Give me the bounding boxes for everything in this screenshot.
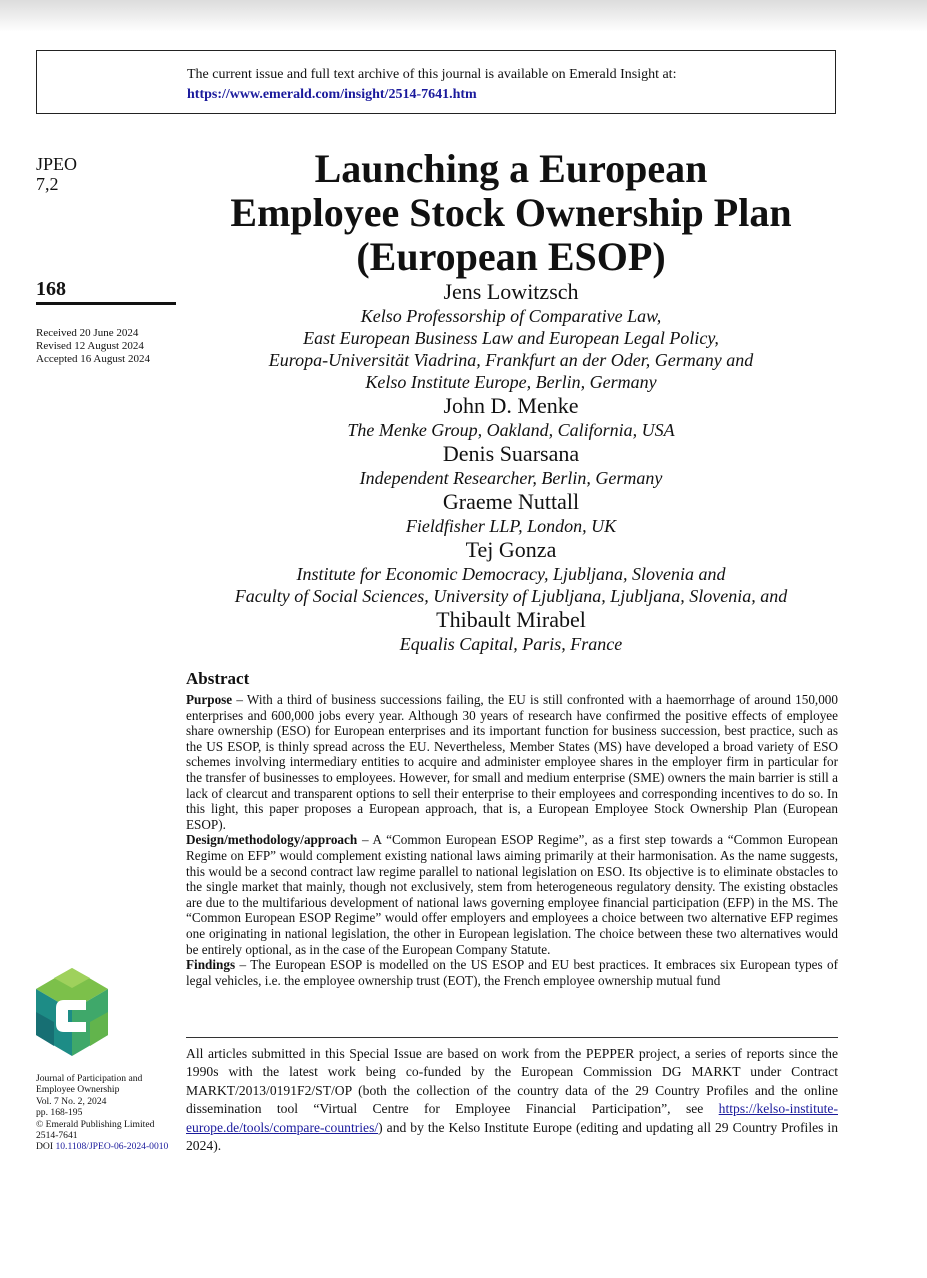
- doi-link[interactable]: 10.1108/JPEO-06-2024-0010: [55, 1141, 169, 1153]
- purpose-label: Purpose: [186, 692, 233, 707]
- abstract-section: [186, 668, 838, 988]
- journal-code: [36, 154, 77, 194]
- title-line: Employee Stock Ownership Plan: [230, 190, 792, 235]
- design-text: – A “Common European ESOP Regime”, as a first step towards a “Common European Regime on EFP” would complement existing national laws aiming primarily at their harmonisation. As the name suggests, this would be a second contract law regime parallel to national legislation on ESO. Its objective is to eliminate obstacles to the single market that mainly, though not exclusively, stem from heterogeneous regulatory density. The existing obstacles are due to the multifarious development of national laws governing employee financial participation (EFP) in the MS. The “Common European ESOP Regime” would offer employers and employees a choice between two alternative EFP regimes one originating in national legislation, the other in European legislation. The choice between these two alternatives would be entirely optional, as in the case of the European Company Statute.: [186, 832, 838, 957]
- doi-label: DOI: [36, 1141, 56, 1153]
- journal-url-link[interactable]: https://www.emerald.com/insight/2514-7641.htm: [187, 87, 477, 102]
- journal-name-line: Journal of Participation and: [36, 1073, 143, 1084]
- footnote-text-end: ) and by the Kelso Institute Europe (editing and updating all 29 Country Profiles in 2024).: [186, 1119, 838, 1154]
- abstract-heading: Abstract: [186, 669, 250, 688]
- abstract-design: [186, 832, 838, 957]
- author-affiliation: Kelso Professorship of Comparative Law,: [360, 306, 662, 326]
- author-block: [186, 393, 836, 441]
- author-name: Thibault Mirabel: [436, 607, 586, 632]
- author-affiliation: Faculty of Social Sciences, University of Ljubljana, Ljubljana, Slovenia, and: [234, 586, 788, 606]
- pages-line: pp. 168-195: [36, 1107, 83, 1119]
- findings-text: – The European ESOP is modelled on the US ESOP and EU best practices. It embraces six European types of legal vehicles, i.e. the employee ownership trust (EOT), the French employee ownership mutual fund: [186, 957, 838, 988]
- author-affiliation: Institute for Economic Democracy, Ljubljana, Slovenia and: [296, 564, 726, 584]
- revised-date: Revised 12 August 2024: [36, 340, 144, 352]
- purpose-text: – With a third of business successions failing, the EU is still confronted with a haemorrhage of around 150,000 enterprises and 600,000 jobs every year. Although 30 years of research have confirmed the positive effects of employee share ownership (ESO) for European enterprises and its important function for business succession, best practice, such as the US ESOP, is thinly spread across the EU. Nevertheless, Member States (MS) have developed a broad variety of ESO schemes involving intermediary entities to acquire and administer employee shares in the employer firm in particular for the transfer of businesses to employees. However, for small and medium enterprise (SME) owners the main barrier is still a lack of clearcut and transparent options to sell their enterprise to their employees and corresponding incentives to do so. In this light, this paper proposes a European approach, that is, a European Employee Stock Ownership Plan (European ESOP).: [186, 692, 838, 832]
- footnote-link[interactable]: https://kelso-institute-europe.de/tools/compare-countries/: [186, 1101, 838, 1135]
- issn-line: 2514-7641: [36, 1130, 78, 1142]
- design-label: Design/methodology/approach: [186, 832, 358, 848]
- abstract-purpose: [186, 692, 838, 832]
- journal-abbrev: JPEO: [36, 154, 78, 174]
- title-line: Launching a European: [314, 146, 708, 191]
- access-banner: [36, 50, 836, 114]
- page-number: 168: [36, 278, 66, 300]
- author-block: [186, 489, 836, 537]
- volume-issue: 7,2: [36, 174, 59, 194]
- author-name: Jens Lowitzsch: [443, 279, 579, 304]
- author-affiliation: Independent Researcher, Berlin, Germany: [359, 468, 663, 488]
- author-affiliation: Equalis Capital, Paris, France: [399, 634, 623, 654]
- volume-line: Vol. 7 No. 2, 2024: [36, 1095, 107, 1107]
- page-number-rule: [36, 302, 176, 305]
- received-date: Received 20 June 2024: [36, 327, 139, 339]
- author-block: [186, 537, 836, 607]
- footnote: [186, 1045, 838, 1155]
- author-list: [186, 279, 836, 655]
- footnote-divider: [186, 1037, 838, 1038]
- accepted-date: Accepted 16 August 2024: [36, 353, 150, 365]
- author-affiliation: East European Business Law and European Legal Policy,: [303, 328, 719, 348]
- emerald-logo-icon: [34, 966, 110, 1058]
- author-name: Graeme Nuttall: [442, 489, 580, 514]
- journal-citation: [36, 1073, 168, 1153]
- top-shade: [0, 0, 927, 32]
- article-title: [186, 147, 836, 279]
- author-block: [186, 441, 836, 489]
- footnote-text: All articles submitted in this Special Issue are based on work from the PEPPER project, a series of reports since the 1990s with the latest work being co-funded by the European Commission DG MARKT under Contract MARKT/2013/0191F2/ST/OP (both the collection of the country data of the 29 Country Profiles and the online dissemination tool “Virtual Centre for Employee Financial Participation”, see: [186, 1046, 838, 1117]
- author-block: [186, 279, 836, 393]
- abstract-findings: [186, 957, 838, 988]
- author-name: John D. Menke: [443, 393, 579, 418]
- author-affiliation: Kelso Institute Europe, Berlin, Germany: [365, 372, 657, 392]
- doi-line: [36, 1141, 168, 1152]
- author-block: [186, 607, 836, 655]
- copyright-line: © Emerald Publishing Limited: [36, 1118, 155, 1130]
- author-name: Denis Suarsana: [442, 441, 580, 466]
- author-name: Tej Gonza: [465, 537, 557, 562]
- author-affiliation: Europa-Universität Viadrina, Frankfurt an der Oder, Germany and: [268, 350, 754, 370]
- journal-name-line: Employee Ownership: [36, 1084, 120, 1096]
- findings-label: Findings: [186, 957, 236, 973]
- banner-text: [187, 65, 676, 105]
- author-affiliation: Fieldfisher LLP, London, UK: [405, 516, 617, 536]
- article-dates: [36, 327, 150, 366]
- author-affiliation: The Menke Group, Oakland, California, USA: [347, 420, 675, 440]
- title-line: (European ESOP): [356, 234, 666, 279]
- banner-line: The current issue and full text archive of this journal is available on Emerald Insight at:: [187, 67, 677, 82]
